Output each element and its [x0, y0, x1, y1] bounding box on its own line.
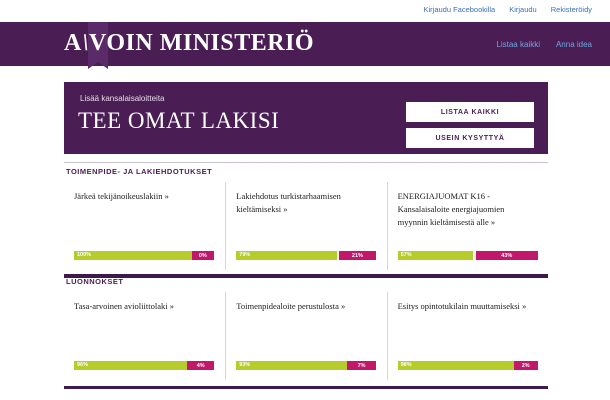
list-item[interactable] [225, 182, 386, 270]
card-title[interactable]: Toimenpidealoite perustulosta » [236, 301, 346, 311]
card-title[interactable]: ENERGIAJUOMAT K16 - Kansalaisaloite energiajuomien myynnin kieltämisestä alle » [397, 191, 505, 227]
hero-kicker: Lisää kansalaisaloitteita [80, 94, 165, 103]
footer-rule [64, 386, 548, 389]
section-title-proposals: TOIMENPIDE- JA LAKIEHDOTUKSET [66, 167, 213, 176]
section-divider [64, 162, 548, 163]
auth-links [423, 5, 592, 14]
support-bar-fill [74, 361, 192, 370]
support-bar-fill [236, 251, 337, 260]
support-bar [74, 361, 214, 370]
login-facebook-link[interactable]: Kirjaudu Facebookilla [423, 5, 496, 14]
hero-banner [64, 82, 548, 154]
support-bar [398, 251, 538, 260]
support-bar-fill [74, 251, 196, 260]
section-title-drafts: LUONNOKSET [66, 277, 124, 286]
list-item[interactable] [64, 292, 225, 380]
login-link[interactable]: Kirjaudu [509, 5, 537, 14]
card-list-drafts [64, 292, 548, 380]
list-item[interactable] [225, 292, 386, 380]
site-logo[interactable] [64, 30, 314, 57]
card-list-proposals [64, 182, 548, 270]
card-title[interactable]: Järkeä tekijänoikeuslakiin » [74, 191, 169, 201]
oppose-bar-fill [514, 361, 538, 370]
nav-list-all[interactable]: Listaa kaikki [496, 40, 540, 49]
support-percent-label: 79% [239, 252, 251, 258]
support-percent-label: 98% [400, 362, 412, 368]
oppose-bar-fill [339, 251, 377, 260]
page-title: TEE OMAT LAKISI [78, 108, 280, 133]
oppose-percent-label: 43% [501, 252, 513, 259]
list-item[interactable] [387, 292, 548, 380]
support-percent-label: 96% [77, 362, 89, 368]
support-bar [74, 251, 214, 260]
oppose-percent-label: 4% [196, 362, 205, 369]
register-link[interactable]: Rekisteröidy [550, 5, 592, 14]
list-item[interactable] [387, 182, 548, 270]
support-bar [236, 361, 376, 370]
oppose-percent-label: 0% [198, 252, 207, 259]
card-title[interactable]: Tasa-arvoinen avioliittolaki » [74, 301, 174, 311]
oppose-percent-label: 21% [351, 252, 363, 259]
hero-faq-button[interactable]: USEIN KYSYTTYÄ [406, 128, 534, 148]
oppose-bar-fill [192, 251, 214, 260]
logo-slash-icon: \ [78, 30, 93, 56]
section-bottom-rule [64, 274, 548, 278]
support-percent-label: 93% [239, 362, 251, 368]
card-title[interactable]: Esitys opintotukilain muuttamiseksi » [397, 301, 527, 311]
card-title[interactable]: Lakiehdotus turkistarhaamisen kieltämiseksi » [236, 191, 341, 214]
nav-submit-idea[interactable]: Anna idea [555, 40, 592, 49]
support-bar-fill [398, 251, 474, 260]
support-bar [236, 251, 376, 260]
hero-list-all-button[interactable]: LISTAA KAIKKI [406, 102, 534, 122]
oppose-percent-label: 2% [521, 362, 530, 369]
oppose-bar-fill [347, 361, 376, 370]
oppose-bar-fill [187, 361, 214, 370]
oppose-bar-fill [476, 251, 538, 260]
support-bar-fill [398, 361, 518, 370]
support-bar [398, 361, 538, 370]
support-percent-label: 57% [400, 252, 412, 258]
header-nav [496, 40, 592, 49]
support-bar-fill [236, 361, 351, 370]
top-utility-bar [0, 0, 610, 22]
support-percent-label: 100% [77, 252, 92, 258]
site-header [0, 22, 610, 66]
logo-letter-a: A [64, 30, 82, 56]
logo-text: VOIN MINISTERIÖ [89, 30, 315, 56]
oppose-percent-label: 7% [357, 362, 366, 369]
list-item[interactable] [64, 182, 225, 270]
